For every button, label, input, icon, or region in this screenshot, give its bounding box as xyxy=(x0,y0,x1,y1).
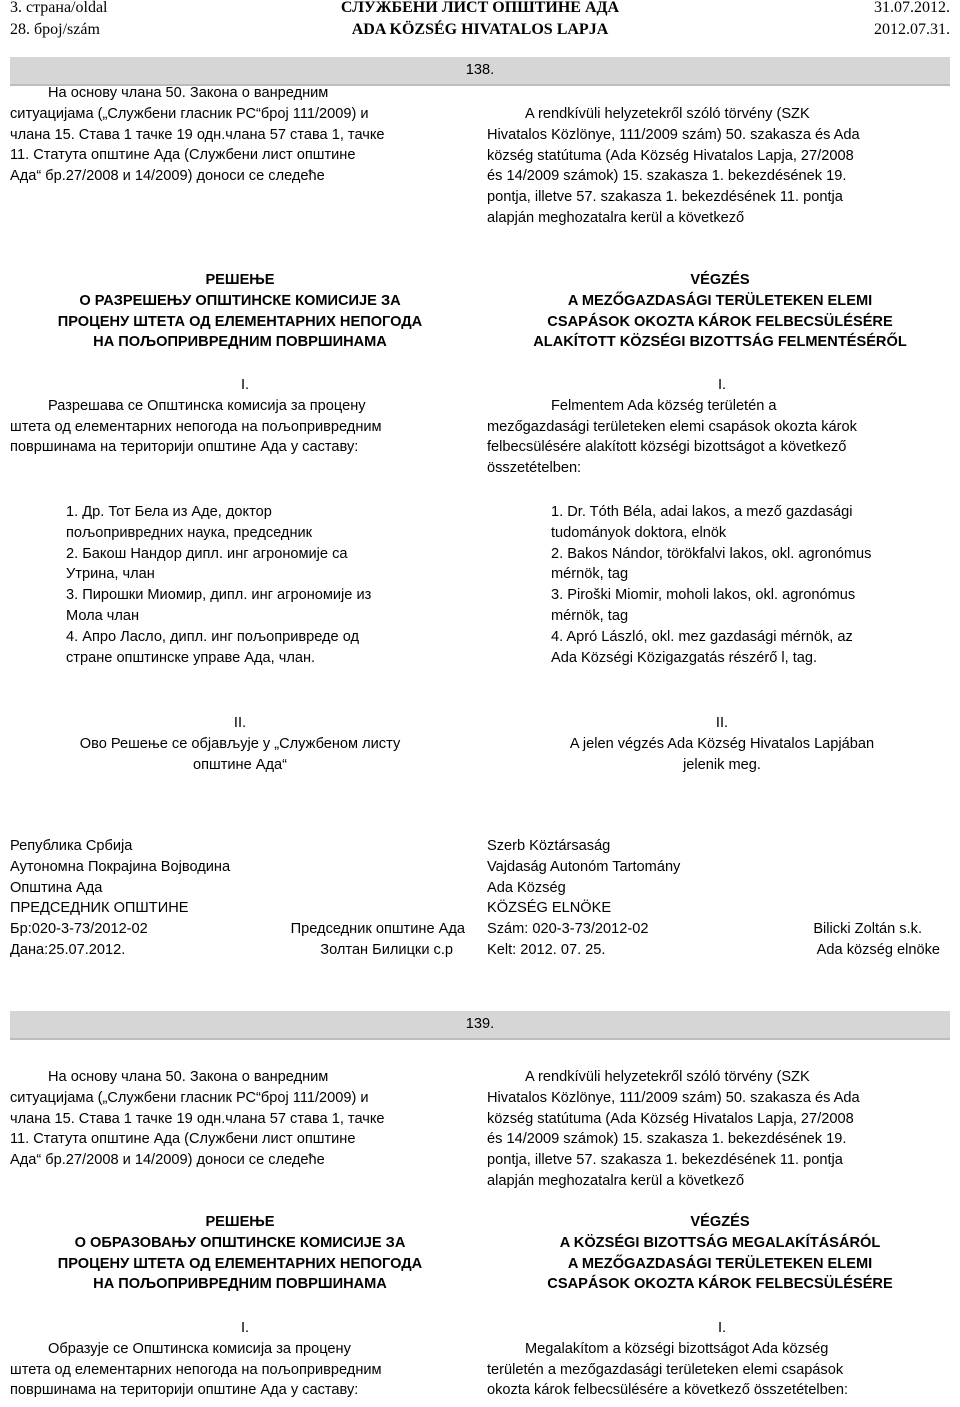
decision-title-line: CSAPÁSOK OKOZTA KÁROK FELBECSÜLÉSÉRE xyxy=(547,313,893,330)
text-line: Образује се Општинска комисија за процену xyxy=(48,1340,351,1357)
page-number: 3. страна/oldal xyxy=(10,0,108,16)
text-line: felbecsülésére alakított községi bizottságot a következő xyxy=(487,439,847,456)
member-line: Ada Községi Közigazgatás részérő l, tag. xyxy=(551,649,818,666)
doc138-hu-section2 xyxy=(487,713,957,775)
doc138-sr-members xyxy=(66,502,476,668)
member-line: Мола члан xyxy=(66,607,140,624)
text-line: jelenik meg. xyxy=(683,756,761,773)
member-line: 4. Apró László, okl. mez gazdasági mérnök, az xyxy=(551,628,853,645)
signature-line: Szerb Köztársaság xyxy=(487,838,611,854)
text-line: és 14/2009 számok) 15. szakasza 1. bekezdésének 19. xyxy=(487,168,847,185)
doc139-sr-section1 xyxy=(10,1318,480,1401)
text-line: Ово Решење се објављује у „Службеном листу xyxy=(79,735,401,752)
signature-date: Дана:25.07.2012. xyxy=(10,941,126,958)
member-line: 3. Piroški Miomir, moholi lakos, okl. agronómus xyxy=(551,587,856,604)
text-line: A jelen végzés Ada Község Hivatalos Lapjában xyxy=(569,735,875,752)
decision-title-line: НА ПОЉОПРИВРЕДНИМ ПОВРШИНАМА xyxy=(93,1276,387,1293)
section-number: I. xyxy=(240,377,250,393)
doc139-hu-title xyxy=(483,1212,957,1295)
decision-title-line: О ОБРАЗОВАЊУ ОПШТИНСКЕ КОМИСИЈЕ ЗА xyxy=(74,1234,406,1251)
decision-title-line: О РАЗРЕШЕЊУ ОПШТИНСКЕ КОМИСИЈЕ ЗА xyxy=(79,292,401,309)
member-line: 2. Bakos Nándor, törökfalvi lakos, okl. agronómus xyxy=(551,545,872,562)
signature-line: ПРЕДСЕДНИК ОПШТИНЕ xyxy=(10,900,189,917)
doc138-hu-signature xyxy=(487,836,940,961)
signature-line: Аутономна Покрајина Војводина xyxy=(10,858,231,875)
decision-title-line: ALAKÍTOTT KÖZSÉGI BIZOTTSÁG FELMENTÉSÉRŐL xyxy=(533,334,907,351)
doc138-sr-section2 xyxy=(10,713,470,775)
text-line: Hivatalos Közlönye, 111/2009 szám) 50. szakasza és Ada xyxy=(487,126,860,143)
member-line: 3. Пирошки Миомир, дипл. инг агрономије из xyxy=(66,587,372,604)
doc138-hu-members xyxy=(551,502,956,668)
doc138-sr-preamble xyxy=(10,83,480,187)
doc138-sr-title xyxy=(10,270,470,353)
decision-title-line: CSAPÁSOK OKOZTA KÁROK FELBECSÜLÉSÉRE xyxy=(547,1276,893,1293)
member-line: 4. Апро Ласло, дипл. инг пољопривреде од xyxy=(66,628,360,645)
text-line: површинама на територији општине Ада у саставу: xyxy=(10,1382,359,1399)
text-line: alapján meghozatalra kerül a következő xyxy=(487,209,745,226)
doc138-hu-section1 xyxy=(487,375,957,479)
doc-number-bar xyxy=(10,1011,950,1040)
member-line: mérnök, tag xyxy=(551,566,629,583)
doc139-hu-section1 xyxy=(487,1318,957,1401)
reference-number: Бр:020-3-73/2012-02 xyxy=(10,921,148,938)
text-line: Felmentem Ada község területén a xyxy=(551,397,777,414)
signature-line: Република Србија xyxy=(10,838,133,854)
text-line: Hivatalos Közlönye, 111/2009 szám) 50. szakasza és Ada xyxy=(487,1089,860,1106)
text-line: és 14/2009 számok) 15. szakasza 1. bekezdésének 19. xyxy=(487,1131,847,1148)
text-line: Megalakítom a községi bizottságot Ada község xyxy=(525,1340,829,1357)
doc138-sr-signature xyxy=(10,836,465,961)
signatory-name: Bilicki Zoltán s.k. xyxy=(813,921,922,938)
reference-number: Szám: 020-3-73/2012-02 xyxy=(487,921,649,938)
member-line: 1. Др. Тот Бела из Аде, доктор xyxy=(66,504,272,520)
text-line: 11. Статута општине Ада (Службени лист општине xyxy=(10,147,356,164)
gazette-title-hu: ADA KÖZSÉG HIVATALOS LAPJA xyxy=(351,21,609,38)
member-line: 1. Dr. Tóth Béla, adai lakos, a mező gazdasági xyxy=(551,504,853,520)
text-line: A rendkívüli helyzetekről szóló törvény (SZK xyxy=(525,1069,810,1085)
doc139-sr-title xyxy=(10,1212,470,1295)
text-line: mezőgazdasági területeken elemi csapások okozta károk xyxy=(487,418,857,435)
doc138-hu-title xyxy=(483,270,957,353)
signature-line: Општина Ада xyxy=(10,879,103,896)
text-line: ситуацијама („Службени гласник РС“број 111/2009) и xyxy=(10,1089,369,1106)
section-number: I. xyxy=(240,1320,250,1336)
doc-number: 139. xyxy=(465,1016,495,1032)
decision-title-line: A MEZŐGAZDASÁGI TERÜLETEKEN ELEMI xyxy=(567,1255,873,1272)
text-line: ситуацијама („Службени гласник РС“број 111/2009) и xyxy=(10,105,369,122)
text-line: штета од елементарних непогода на пољопривредним xyxy=(10,418,382,435)
section-number: II. xyxy=(233,715,247,731)
text-line: A rendkívüli helyzetekről szóló törvény (SZK xyxy=(525,106,810,122)
text-line: pontja, illetve 57. szakasza 1. bekezdésének 11. pontja xyxy=(487,1152,843,1169)
text-line: Разрешава се Општинска комисија за процену xyxy=(48,397,366,414)
decision-title-line: ПРОЦЕНУ ШТЕТА ОД ЕЛЕМЕНТАРНИХ НЕПОГОДА xyxy=(57,313,423,330)
issue-number: 28. број/szám xyxy=(10,21,100,38)
signature-line: KÖZSÉG ELNÖKE xyxy=(487,900,612,917)
text-line: község statútuma (Ada Község Hivatalos Lapja, 27/2008 xyxy=(487,147,854,164)
decision-heading: VÉGZÉS xyxy=(690,272,750,288)
text-line: pontja, illetve 57. szakasza 1. bekezdésének 11. pontja xyxy=(487,189,843,206)
signatory-role: Ada község elnöke xyxy=(816,941,940,958)
text-line: Ада“ бр.27/2008 и 14/2009) доноси се следеће xyxy=(10,1152,325,1169)
signature-line: Ada Község xyxy=(487,879,566,896)
member-line: mérnök, tag xyxy=(551,607,629,624)
text-line: alapján meghozatalra kerül a következő xyxy=(487,1172,745,1189)
member-line: пољопривредних наука, председник xyxy=(66,524,313,541)
gazette-title-sr: СЛУЖБЕНИ ЛИСТ ОПШТИНЕ АДА xyxy=(340,0,620,16)
doc139-hu-preamble xyxy=(487,1067,957,1192)
text-line: На основу члана 50. Закона о ванредним xyxy=(48,1069,329,1085)
decision-heading: РЕШЕЊЕ xyxy=(205,272,275,288)
member-line: стране општинске управе Ада, члан. xyxy=(66,649,316,666)
date-hu: 2012.07.31. xyxy=(874,21,950,38)
decision-title-line: A MEZŐGAZDASÁGI TERÜLETEKEN ELEMI xyxy=(567,292,873,309)
doc-number-bar xyxy=(10,57,950,86)
text-line: Ада“ бр.27/2008 и 14/2009) доноси се следеће xyxy=(10,168,325,185)
text-line: okozta károk felbecsülésére a következő összetételben: xyxy=(487,1382,848,1399)
decision-title-line: A KÖZSÉGI BIZOTTSÁG MEGALAKÍTÁSÁRÓL xyxy=(559,1234,881,1251)
text-line: község statútuma (Ada Község Hivatalos Lapja, 27/2008 xyxy=(487,1110,854,1127)
signature-date: Kelt: 2012. 07. 25. xyxy=(487,941,606,958)
signature-line: Vajdaság Autonóm Tartomány xyxy=(487,858,681,875)
date-sr: 31.07.2012. xyxy=(874,0,950,16)
text-line: штета од елементарних непогода на пољопривредним xyxy=(10,1361,382,1378)
decision-title-line: ПРОЦЕНУ ШТЕТА ОД ЕЛЕМЕНТАРНИХ НЕПОГОДА xyxy=(57,1255,423,1272)
text-line: 11. Статута општине Ада (Службени лист општине xyxy=(10,1131,356,1148)
signatory-name: Золтан Билицки с.р xyxy=(320,941,453,958)
member-line: tudományok doktora, elnök xyxy=(551,524,727,541)
decision-heading: VÉGZÉS xyxy=(690,1214,750,1230)
text-line: összetételben: xyxy=(487,460,582,477)
decision-heading: РЕШЕЊЕ xyxy=(205,1214,275,1230)
section-number: I. xyxy=(717,1320,727,1336)
text-line: területén a mezőgazdasági területeken elemi csapások xyxy=(487,1361,844,1378)
text-line: члана 15. Става 1 тачке 19 одн.члана 57 става 1, тачке xyxy=(10,126,385,143)
doc138-hu-preamble xyxy=(487,104,957,229)
text-line: површинама на територији општине Ада у саставу: xyxy=(10,439,359,456)
doc139-sr-preamble xyxy=(10,1067,480,1171)
member-line: 2. Бакош Нандор дипл. инг агрономије са xyxy=(66,545,348,562)
signatory-role: Председник општине Ада xyxy=(290,921,465,938)
text-line: општине Ада“ xyxy=(192,756,288,773)
decision-title-line: НА ПОЉОПРИВРЕДНИМ ПОВРШИНАМА xyxy=(93,334,387,351)
doc138-sr-section1 xyxy=(10,375,480,458)
text-line: На основу члана 50. Закона о ванредним xyxy=(48,85,329,101)
section-number: I. xyxy=(717,377,727,393)
section-number: II. xyxy=(715,715,729,731)
text-line: члана 15. Става 1 тачке 19 одн.члана 57 става 1, тачке xyxy=(10,1110,385,1127)
member-line: Утрина, члан xyxy=(66,566,155,583)
doc-number: 138. xyxy=(465,62,495,78)
